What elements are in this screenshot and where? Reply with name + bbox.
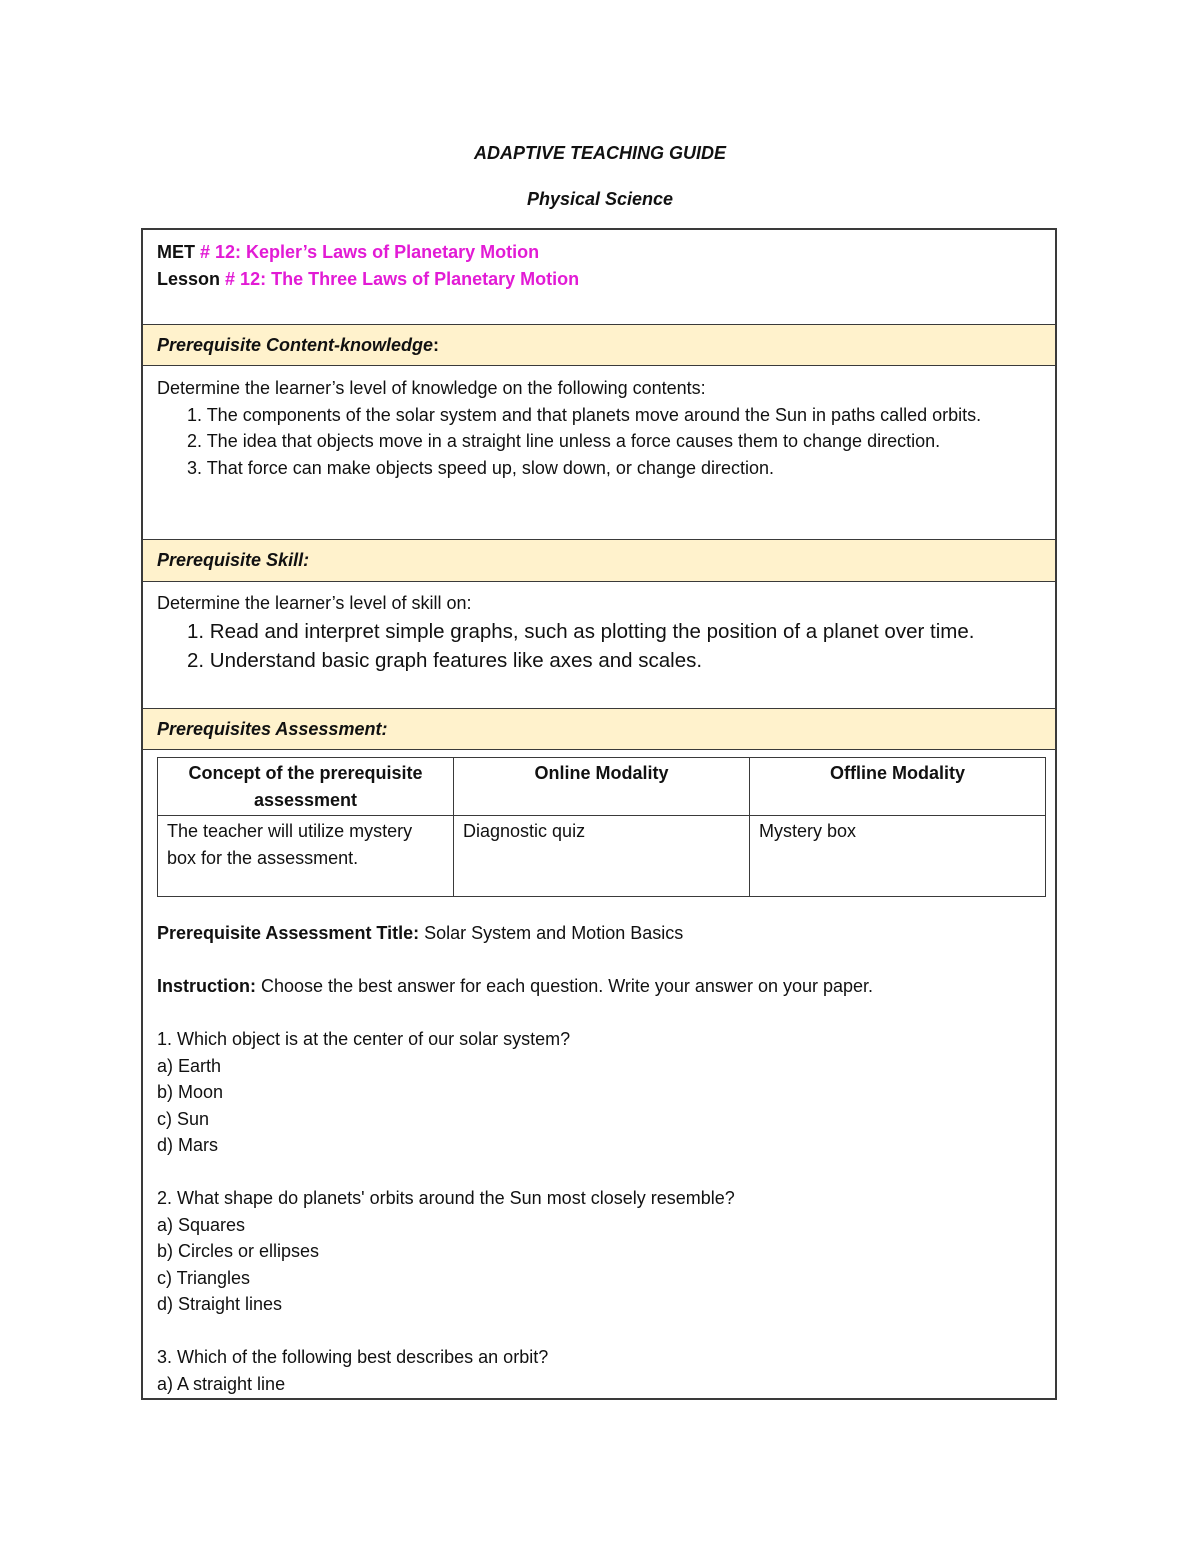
met-lesson-block xyxy=(143,239,1055,292)
met-label: MET xyxy=(157,242,195,262)
column-header: Offline Modality xyxy=(750,758,1046,816)
answer-option: c) Sun xyxy=(157,1108,210,1129)
assessment-title-line xyxy=(157,920,1041,947)
content-knowledge-item: 3. That force can make objects speed up, slow down, or change direction. xyxy=(187,457,775,478)
question-text: 1. Which object is at the center of our solar system? xyxy=(157,1029,571,1049)
document-title: ADAPTIVE TEACHING GUIDE xyxy=(473,143,727,163)
table-cell: Mystery box xyxy=(750,816,1046,897)
met-value: # 12: Kepler’s Laws of Planetary Motion xyxy=(200,242,540,262)
skill-body xyxy=(143,590,1055,675)
assessment-heading: Prerequisites Assessment: xyxy=(143,708,1055,750)
column-header: Online Modality xyxy=(454,758,750,816)
answer-option: b) Circles or ellipses xyxy=(157,1241,320,1261)
question-text: 3. Which of the following best describes an orbit? xyxy=(157,1347,549,1367)
table-header-row xyxy=(158,758,1046,816)
table-cell: Diagnostic quiz xyxy=(454,816,750,897)
assessment-title-value: Solar System and Motion Basics xyxy=(424,923,684,943)
content-knowledge-intro: Determine the learner’s level of knowledge on the following contents: xyxy=(157,378,706,398)
assessment-table xyxy=(157,757,1046,897)
answer-option: c) Triangles xyxy=(157,1267,251,1288)
answer-option: a) A straight line xyxy=(157,1373,286,1394)
answer-option: a) Squares xyxy=(157,1214,246,1235)
table-row xyxy=(158,816,1046,897)
skill-heading: Prerequisite Skill: xyxy=(143,539,1055,582)
lesson-label: Lesson xyxy=(157,268,221,289)
skill-intro: Determine the learner’s level of skill on: xyxy=(157,593,472,613)
instruction-value: Choose the best answer for each question. Write your answer on your paper. xyxy=(261,976,874,996)
answer-option: b) Moon xyxy=(157,1082,224,1102)
content-knowledge-item: 2. The idea that objects move in a straight line unless a force causes them to change direction. xyxy=(187,431,941,451)
answer-option: d) Mars xyxy=(157,1135,219,1155)
answer-option: d) Straight lines xyxy=(157,1294,283,1314)
content-knowledge-heading-colon: : xyxy=(433,334,440,355)
question-text: 2. What shape do planets' orbits around the Sun most closely resemble? xyxy=(157,1188,735,1208)
assessment-title-label: Prerequisite Assessment Title: xyxy=(157,923,420,943)
question-block xyxy=(157,1185,1041,1318)
column-header: Concept of the prerequisite assessment xyxy=(158,758,454,816)
content-knowledge-item: 1. The components of the solar system and that planets move around the Sun in paths called orbits. xyxy=(187,404,982,425)
skill-item: 1. Read and interpret simple graphs, such as plotting the position of a planet over time. xyxy=(187,619,975,643)
instruction-label: Instruction: xyxy=(157,976,256,996)
met-line xyxy=(157,239,1055,266)
instruction-line xyxy=(157,973,1041,1000)
content-knowledge-body xyxy=(143,375,1055,481)
lesson-value: # 12: The Three Laws of Planetary Motion xyxy=(225,268,580,289)
content-knowledge-heading-text: Prerequisite Content-knowledge xyxy=(157,334,434,355)
document-subject: Physical Science xyxy=(526,189,674,209)
table-cell: The teacher will utilize mystery box for the assessment. xyxy=(158,816,454,897)
answer-option: a) Earth xyxy=(157,1055,222,1076)
guide-frame xyxy=(141,228,1057,1400)
content-knowledge-heading xyxy=(143,324,1055,366)
skill-item: 2. Understand basic graph features like axes and scales. xyxy=(187,648,703,672)
question-block xyxy=(157,1026,1041,1159)
question-block xyxy=(157,1344,1041,1397)
lesson-line xyxy=(157,266,1055,293)
assessment-body xyxy=(143,920,1055,1397)
